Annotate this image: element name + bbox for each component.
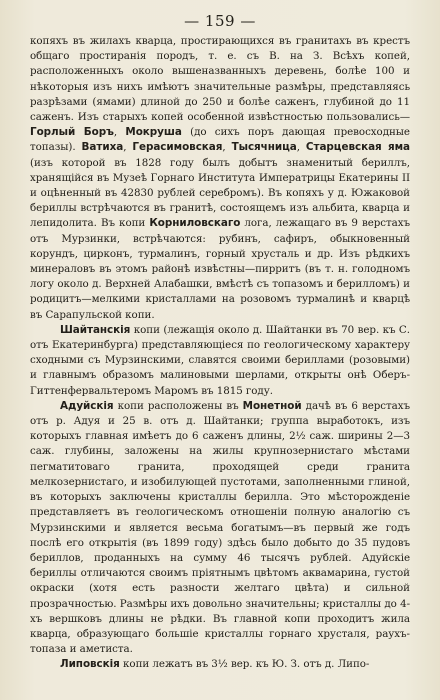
place-name: Горлый Боръ — [30, 126, 114, 139]
place-name: Мокруша — [125, 126, 182, 139]
place-name: Герасимовская — [132, 141, 223, 154]
place-name: Монетной — [242, 399, 302, 412]
paragraph-murzinka-mines — [30, 34, 410, 323]
text-run: (изъ которой въ 1828 году былъ добытъ знаменитый бериллъ, хранящійся въ Музеѣ Горнаго Института Императрицы Екатерины II и оцѣненный въ 42830 рублей серебромъ). Въ копяхъ у д. Южаковой бериллы встрѣчаются въ гранитѣ, состоящемъ изъ альбита, кварца и лепидолита. Въ копи — [30, 156, 410, 230]
place-name: Старцевская яма — [305, 141, 410, 154]
text-run: , — [222, 141, 232, 154]
text-run: лога, лежащаго въ 9 верстахъ отъ Мурзинки, встрѣчаются: рубинъ, сафиръ, обыкновенный корундъ, цирконъ, турмалинъ, горный хрусталь и др. Изъ рѣдкихъ минераловъ въ этомъ районѣ извѣстны—пирритъ (въ т. н. голодномъ логу около д. Верхней Алабашки, вмѣстѣ съ топазомъ и берилломъ) и родицитъ—мелкими кристаллами на розовомъ турмалинѣ и кварцѣ въ Сарапульской копи. — [30, 217, 410, 321]
page-body — [30, 34, 410, 673]
text-run: копяхъ въ жилахъ кварца, простирающихся въ гранитахъ въ крестъ общаго простиранія породъ, т. е. съ В. на З. Всѣхъ копей, расположенныхъ около вышеназванныхъ деревень, болѣе 100 и нѣкоторыя изъ нихъ имѣютъ значительные размѣры, представляясь разрѣзами (ямами) длиной до 250 и болѣе саженъ, глубиной до 11 саженъ. Изъ старыхъ копей особенной извѣстностью пользовались— — [30, 35, 410, 124]
text-run: , — [296, 141, 306, 154]
text-run: , — [123, 141, 133, 154]
paragraph-lipovka-mines — [30, 657, 410, 672]
page-number: — 159 — — [184, 12, 256, 30]
place-name: Тысячница — [231, 141, 297, 154]
paragraph-shaitanka-mines — [30, 323, 410, 399]
text-run: копи расположены въ — [113, 399, 243, 412]
place-name: Адуйскія — [60, 399, 114, 412]
place-name: Корниловскаго — [149, 217, 241, 230]
place-name: Шайтанскія — [60, 323, 131, 336]
text-run: копи лежатъ въ 3½ вер. къ Ю. З. отъ д. Липо- — [119, 658, 370, 671]
text-run: копи (лежащія около д. Шайтанки въ 70 вер. къ С. отъ Екатеринбурга) представляющіеся по геологическому характеру сходными съ Мурзинскими, славятся своими бериллами (розовыми) и главнымъ образомъ малиновыми шерлами, открыты онѣ Оберъ-Гиттенфервальтеромъ Маромъ въ 1815 году. — [30, 323, 410, 397]
text-run: дачѣ въ 6 верстахъ отъ р. Адуя и 25 в. отъ д. Шайтанки; группа выработокъ, изъ которыхъ главная имѣетъ до 6 саженъ длины, 2½ саж. ширины 2—3 саж. глубины, заложены на жилы крупнозернистаго мѣстами пегматитоваго гранита, проходящей среди гранита мелкозернистаго, и изобилующей пустотами, заполненными глиной, въ которыхъ заключены кристаллы берилла. Это мѣсторожденіе представляетъ въ геологическомъ отношеніи полную аналогію съ Мурзинскими и является весьма богатымъ—въ первый же годъ послѣ его открытія (въ 1899 году) здѣсь было добыто до 35 пудовъ бериллов, проданныхъ на сумму 46 тысячъ рублей. Адуйскіе бериллы отличаются своимъ пріятнымъ цвѣтомъ аквамарина, густой окраски (хотя есть разности желтаго цвѣта) и сильной прозрачностью. Размѣры ихъ довольно значительны; кристаллы до 4-хъ вершковъ длины не рѣдки. Въ главной копи проходитъ жила кварца, образующаго большіе кристаллы горнаго хрусталя, раухъ-топаза и аметиста. — [30, 399, 410, 656]
paragraph-aduy-mines — [30, 399, 410, 657]
text-run: , — [113, 126, 126, 139]
place-name: Ватиха — [81, 141, 124, 154]
text-run: (до сихъ поръ дающая превосходные топазы). — [30, 126, 410, 154]
place-name: Липовскія — [60, 658, 120, 671]
